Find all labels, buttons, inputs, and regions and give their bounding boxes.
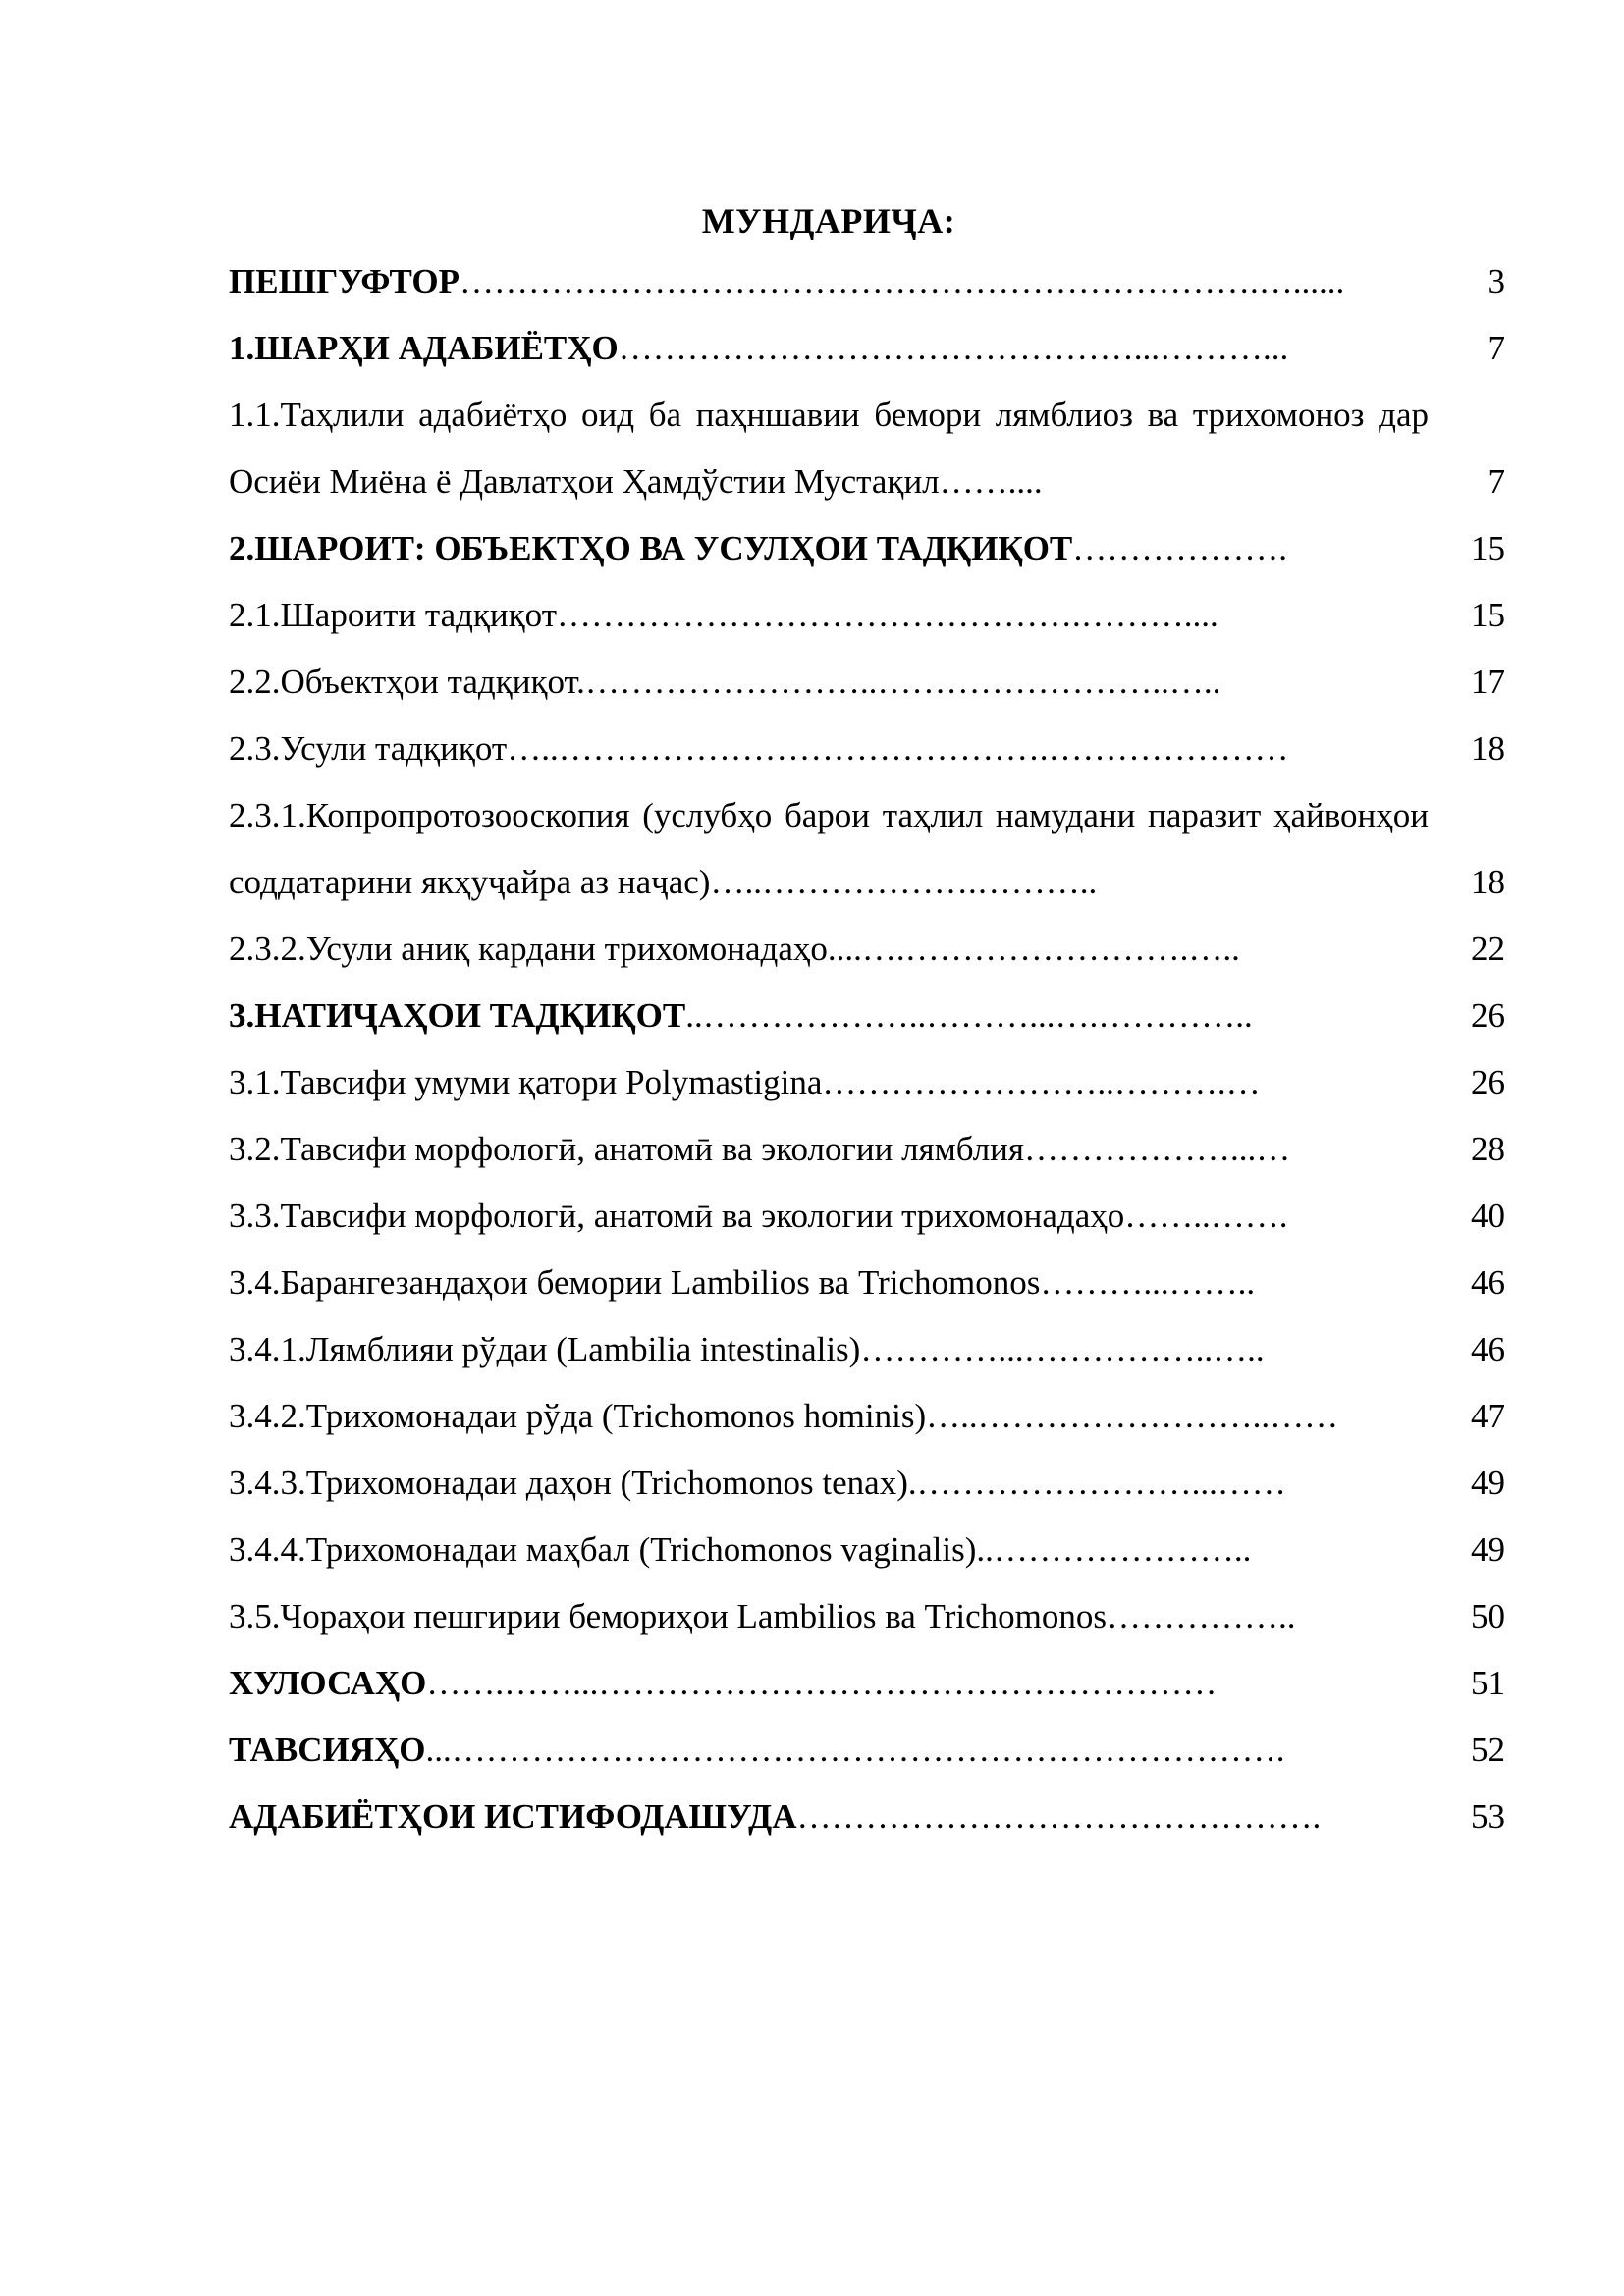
toc-entry (229, 1583, 1505, 1650)
toc-entry-label: 2.3.1.Копропротозооскопия (услубҳо барои таҳлил намудани паразит ҳайвонҳои соддатарини якҳуҷайра аз наҷас) (229, 796, 1437, 901)
toc-entry-text (229, 1517, 1429, 1583)
toc-entry-label: 1.1.Таҳлили адабиётҳо оид ба паҳншавии бемори лямблиоз ва трихомоноз дар Осиёи Миёна ё Давлатҳои Ҳамдўстии Мустақил (229, 396, 1437, 501)
toc-entry-leader: ……..……. (1124, 1197, 1288, 1235)
toc-entry (229, 248, 1505, 315)
toc-entry-label: 2.3.Усули тадқиқот (229, 729, 508, 768)
toc-entry-page-number: 50 (1471, 1597, 1505, 1635)
toc-entry-label: 3.4.4.Трихомонадаи маҳбал (Trichomonos vaginalis).. (229, 1530, 994, 1569)
toc-entry-page-number: 22 (1471, 930, 1505, 968)
toc-entry-text (229, 1183, 1429, 1250)
toc-entry-label: 3.2.Тавсифи морфологӣ, анатомӣ ва экологии лямблия (229, 1130, 1025, 1168)
toc-entry-text (229, 1116, 1429, 1183)
toc-entry (229, 1049, 1505, 1116)
toc-entry (229, 916, 1505, 983)
toc-entry-page-number: 15 (1471, 529, 1505, 567)
toc-entry-leader: …………….. (1106, 1597, 1296, 1635)
toc-entry-page-number: 28 (1471, 1130, 1505, 1168)
toc-entry-text (229, 983, 1429, 1049)
toc-entry-leader: ………………………………………...………... (618, 329, 1289, 367)
toc-entry-text (229, 1583, 1429, 1650)
toc-entry-text (229, 1383, 1429, 1450)
toc-entry-text (229, 916, 1429, 983)
toc-entry-label: 3.1.Тавсифи умуми қатори Polymastigina (229, 1063, 823, 1101)
toc-entry-label: 3.НАТИҶАҲОИ ТАДҚИҚОТ (229, 996, 686, 1035)
toc-entry (229, 1250, 1505, 1316)
toc-entry-text (229, 716, 1429, 782)
toc-entry (229, 1650, 1505, 1717)
toc-entry-label: ТАВСИЯҲО (229, 1731, 426, 1769)
toc-entry (229, 649, 1505, 716)
toc-entry (229, 1784, 1505, 1850)
toc-entry-leader: ………………………………………. (796, 1797, 1322, 1836)
toc-entry-leader: …..……………….……….. (710, 863, 1098, 901)
toc-entry-label: 2.1.Шароити тадқиқот (229, 596, 557, 634)
toc-entry-page-number: 18 (1471, 863, 1505, 901)
toc-entry-leader: ....….…………………….….. (827, 930, 1240, 968)
toc-entry-leader: ………………….. (993, 1530, 1252, 1569)
toc-entry (229, 1383, 1505, 1450)
toc-entry-label: 3.3.Тавсифи морфологӣ, анатомӣ ва экологии трихомонадаҳо (229, 1197, 1125, 1235)
toc-entry-page-number: 51 (1471, 1664, 1505, 1702)
toc-entry (229, 1450, 1505, 1517)
toc-entry (229, 382, 1505, 515)
toc-entry-text (229, 515, 1429, 582)
toc-entry (229, 782, 1505, 916)
toc-entry-text (229, 1316, 1429, 1383)
toc-entry-page-number: 18 (1471, 729, 1505, 768)
toc-entry-page-number: 46 (1471, 1263, 1505, 1302)
toc-entry-page-number: 47 (1471, 1397, 1505, 1435)
toc-title: МУНДАРИҶА: (701, 201, 956, 240)
toc-entry-leader: …….... (939, 462, 1043, 501)
toc-entry-label: 3.4.3.Трихомонадаи даҳон (Trichomonos tenax). (229, 1464, 917, 1502)
toc-entry-label: 3.4.2.Трихомонадаи рўда (Trichomonos hominis) (229, 1397, 927, 1435)
toc-entry-leader: ……………………………………….……….... (557, 596, 1218, 634)
toc-entry-page-number: 40 (1471, 1197, 1505, 1235)
toc-entry (229, 716, 1505, 782)
toc-entry (229, 1183, 1505, 1250)
toc-entry (229, 515, 1505, 582)
toc-entry-label: 2.3.2.Усули аниқ кардани трихомонадаҳо (229, 930, 828, 968)
toc-entry-leader: …………………………………………………………….…...... (460, 262, 1345, 300)
toc-entry-text (229, 1450, 1429, 1517)
toc-entry-text (229, 1717, 1429, 1784)
toc-entry-label: 2.ШАРОИТ: ОБЪЕКТҲО ВА УСУЛҲОИ ТАДҚИҚОТ (229, 529, 1073, 567)
toc-entry-leader: ………...…….. (1040, 1263, 1256, 1302)
toc-entry-page-number: 46 (1471, 1330, 1505, 1368)
toc-entry-text (229, 582, 1429, 649)
toc-entry-leader: …..…………………………………….………………… (507, 729, 1289, 768)
toc-entry-leader: ……………………...…… (916, 1464, 1286, 1502)
toc-entry-text (229, 649, 1429, 716)
toc-entry (229, 983, 1505, 1049)
toc-entry-text (229, 315, 1429, 382)
toc-entry-page-number: 17 (1471, 663, 1505, 701)
toc-entry-label: 1.ШАРҲИ АДАБИЁТҲО (229, 329, 619, 367)
toc-entry-page-number: 52 (1471, 1731, 1505, 1769)
toc-entry-leader: ………………...… (1024, 1130, 1291, 1168)
toc-entry-label: 3.4.Барангезандаҳои бемории Lambilios ва Trichomonos (229, 1263, 1041, 1302)
toc-entry-text (229, 1784, 1429, 1850)
toc-entry-page-number: 3 (1488, 262, 1505, 300)
toc-entry-leader: …………...……………..….. (860, 1330, 1265, 1368)
toc-entry-leader: …….……...……………………………………………… (426, 1664, 1218, 1702)
toc-entry-leader: ..………………..………...….………….. (685, 996, 1253, 1035)
toc-entry-label: АДАБИЁТҲОИ ИСТИФОДАШУДА (229, 1797, 797, 1836)
toc-entry-text (229, 382, 1437, 515)
toc-entry-page-number: 15 (1471, 596, 1505, 634)
toc-entry-leader: ……………………..……………………..….. (584, 663, 1221, 701)
toc-entry-text (229, 1650, 1429, 1717)
table-of-contents (229, 248, 1505, 1850)
toc-entry-text (229, 1049, 1429, 1116)
toc-entry-label: ПЕШГУФТОР (229, 262, 460, 300)
toc-entry-page-number: 49 (1471, 1530, 1505, 1569)
toc-entry-leader: ……………………..……….… (822, 1063, 1261, 1101)
toc-entry-label: 2.2.Объектҳои тадқиқот. (229, 663, 585, 701)
toc-entry-page-number: 7 (1488, 462, 1505, 501)
toc-entry-page-number: 53 (1471, 1797, 1505, 1836)
toc-entry-page-number: 26 (1471, 1063, 1505, 1101)
toc-entry (229, 1316, 1505, 1383)
toc-entry (229, 1116, 1505, 1183)
toc-entry-label: 3.4.1.Лямблияи рўдаи (Lambilia intestinalis) (229, 1330, 861, 1368)
toc-entry (229, 1517, 1505, 1583)
toc-entry-text (229, 782, 1437, 916)
toc-entry (229, 582, 1505, 649)
toc-entry-page-number: 26 (1471, 996, 1505, 1035)
toc-entry-page-number: 49 (1471, 1464, 1505, 1502)
toc-entry-label: 3.5.Чораҳои пешгирии бемориҳои Lambilios ва Trichomonos (229, 1597, 1107, 1635)
toc-entry-leader: ...………………………………………………………………. (425, 1731, 1285, 1769)
toc-entry-text (229, 1250, 1429, 1316)
toc-entry (229, 1717, 1505, 1784)
toc-entry-leader: …..……………………..…… (926, 1397, 1339, 1435)
toc-entry (229, 315, 1505, 382)
toc-entry-text (229, 248, 1429, 315)
toc-entry-leader: ………………. (1072, 529, 1288, 567)
toc-entry-page-number: 7 (1488, 329, 1505, 367)
toc-entry-label: ХУЛОСАҲО (229, 1664, 427, 1702)
